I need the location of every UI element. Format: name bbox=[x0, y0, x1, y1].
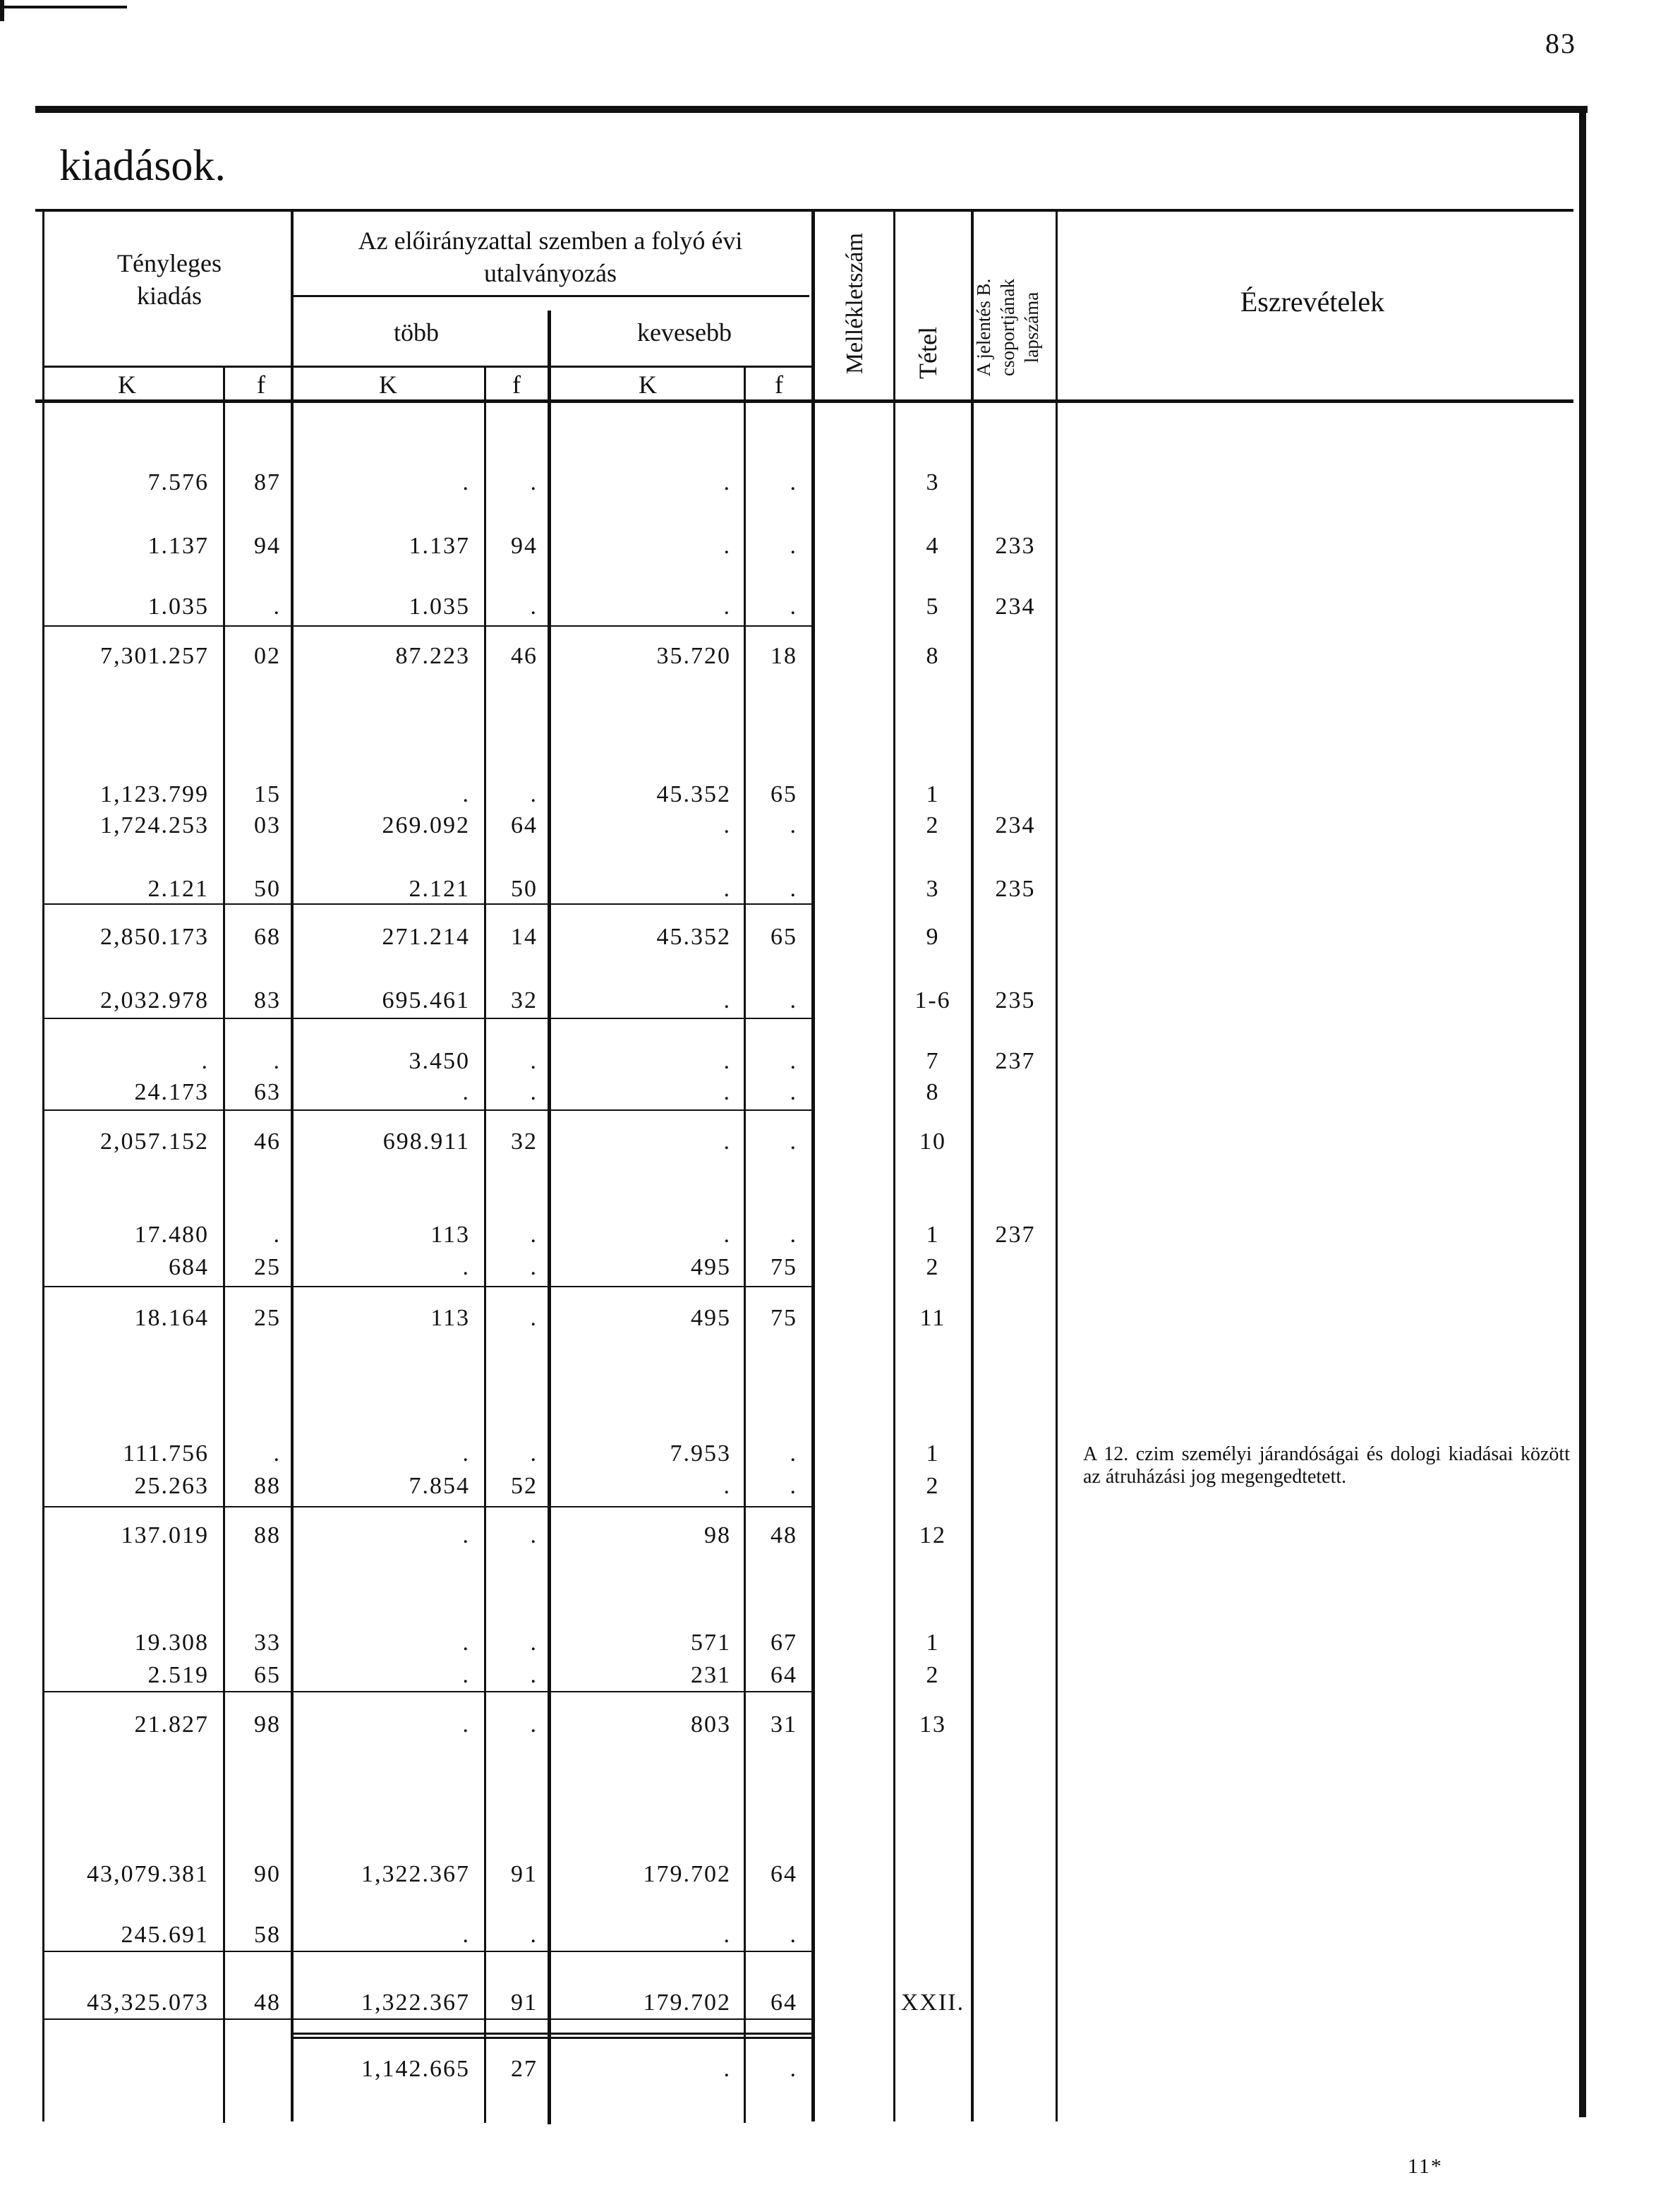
cell-lapszam: 237 bbox=[995, 1048, 1036, 1074]
cell-tobb-K: 1,322.367 bbox=[361, 1990, 470, 2016]
cell-kevesebb-K: . bbox=[723, 533, 731, 559]
cell-teny-K: 2,850.173 bbox=[100, 924, 209, 950]
cell-tobb-K: 113 bbox=[430, 1305, 470, 1331]
cell-tetel: 12 bbox=[919, 1522, 946, 1548]
cell-kevesebb-f: . bbox=[790, 876, 797, 902]
header-K-2: K bbox=[379, 371, 397, 399]
cell-kevesebb-f: 64 bbox=[770, 1861, 797, 1887]
cell-tobb-f: . bbox=[530, 1440, 538, 1467]
cell-teny-f: 87 bbox=[254, 469, 281, 495]
cell-tobb-f: . bbox=[530, 1305, 538, 1331]
cell-tetel: 4 bbox=[926, 533, 940, 559]
cell-tetel: 7 bbox=[926, 1048, 940, 1074]
cell-tetel: 9 bbox=[926, 924, 940, 950]
cell-tobb-f: . bbox=[530, 1079, 538, 1105]
cell-tobb-K: . bbox=[462, 1662, 470, 1688]
cell-kevesebb-f: 65 bbox=[770, 781, 797, 807]
cell-teny-f: . bbox=[273, 1048, 281, 1074]
cell-kevesebb-f: . bbox=[790, 1922, 797, 1948]
cell-teny-f: 03 bbox=[254, 812, 281, 838]
cell-kevesebb-K: . bbox=[723, 1922, 731, 1948]
cell-teny-f: 46 bbox=[254, 1128, 281, 1155]
cell-tobb-K: 113 bbox=[430, 1222, 470, 1248]
cell-tobb-K: . bbox=[462, 1630, 470, 1656]
cell-teny-K: 1.035 bbox=[147, 594, 209, 620]
cell-teny-f: 88 bbox=[254, 1473, 281, 1499]
cell-teny-K: 2.519 bbox=[147, 1662, 209, 1688]
header-K-3: K bbox=[639, 371, 657, 399]
cell-kevesebb-f: 64 bbox=[770, 1990, 797, 2016]
cell-kevesebb-K: 803 bbox=[691, 1711, 731, 1738]
cell-tetel: 2 bbox=[926, 812, 940, 838]
double-rule bbox=[291, 2033, 813, 2035]
cell-kevesebb-f: . bbox=[790, 533, 797, 559]
cell-teny-K: 25.263 bbox=[134, 1473, 209, 1499]
cell-tobb-f: . bbox=[530, 1048, 538, 1074]
header-f-3: f bbox=[775, 371, 783, 399]
row-separator bbox=[42, 1018, 815, 1019]
row-separator bbox=[42, 1951, 815, 1952]
cell-teny-f: 02 bbox=[254, 643, 281, 669]
cell-tobb-K: 269.092 bbox=[382, 812, 470, 838]
cell-lapszam: 237 bbox=[995, 1222, 1036, 1248]
cell-tobb-f: 91 bbox=[511, 1990, 538, 2016]
cell-tetel: 1 bbox=[926, 781, 940, 807]
cell-tetel: 3 bbox=[926, 876, 940, 902]
cell-kevesebb-f: . bbox=[790, 812, 797, 838]
cell-kevesebb-f: . bbox=[790, 1048, 797, 1074]
cell-teny-f: 25 bbox=[254, 1254, 281, 1280]
cell-tobb-f: . bbox=[530, 594, 538, 620]
page-title: kiadások. bbox=[59, 142, 226, 190]
cell-tobb-K: 1,322.367 bbox=[361, 1861, 470, 1887]
cell-kevesebb-K: . bbox=[723, 1473, 731, 1499]
cell-teny-K: 2,057.152 bbox=[100, 1128, 209, 1155]
cell-teny-K: 137.019 bbox=[121, 1522, 209, 1548]
row-separator bbox=[42, 1691, 815, 1692]
cell-kevesebb-f: . bbox=[790, 1473, 797, 1499]
cell-teny-K: 21.827 bbox=[134, 1711, 209, 1738]
cell-tetel: 1 bbox=[926, 1630, 940, 1656]
cell-tobb-f: . bbox=[530, 1662, 538, 1688]
cell-tobb-f: . bbox=[530, 469, 538, 495]
header-f-1: f bbox=[257, 371, 265, 399]
cell-kevesebb-f: 64 bbox=[770, 1662, 797, 1688]
cell-kevesebb-f: . bbox=[790, 1079, 797, 1105]
cell-kevesebb-K: . bbox=[723, 812, 731, 838]
cell-kevesebb-K: . bbox=[723, 1048, 731, 1074]
cell-tobb-K: . bbox=[462, 1440, 470, 1467]
cell-teny-f: . bbox=[273, 1440, 281, 1467]
cell-lapszam: 235 bbox=[995, 876, 1036, 902]
page-number: 83 bbox=[1545, 28, 1576, 59]
cell-kevesebb-K: 45.352 bbox=[656, 924, 731, 950]
cell-kevesebb-K: 231 bbox=[691, 1662, 731, 1688]
cell-tobb-K: . bbox=[462, 1079, 470, 1105]
cell-kevesebb-f: . bbox=[790, 594, 797, 620]
cell-tetel: 1-6 bbox=[914, 987, 951, 1013]
header-f-2: f bbox=[512, 371, 521, 399]
double-rule bbox=[291, 2037, 813, 2039]
cell-kevesebb-f: . bbox=[790, 987, 797, 1013]
cell-tobb-f: . bbox=[530, 1922, 538, 1948]
cell-tetel: 5 bbox=[926, 594, 940, 620]
header-K-1: K bbox=[118, 371, 136, 399]
cell-tetel: 3 bbox=[926, 469, 940, 495]
cell-teny-f: 58 bbox=[254, 1922, 281, 1948]
cell-kevesebb-K: 179.702 bbox=[643, 1990, 731, 2016]
top-rule bbox=[35, 106, 1588, 113]
cell-tobb-K: . bbox=[462, 1711, 470, 1738]
cell-kevesebb-f: . bbox=[790, 1222, 797, 1248]
cell-lapszam: 233 bbox=[995, 533, 1036, 559]
cell-tetel: XXII. bbox=[900, 1990, 965, 2016]
cell-tobb-f: . bbox=[530, 1522, 538, 1548]
cell-lapszam: 234 bbox=[995, 812, 1036, 838]
header-eloir: Az előirányzattal szemben a folyó évi utalványozás bbox=[358, 227, 743, 287]
cell-teny-f: 15 bbox=[254, 781, 281, 807]
header-tetel: Tétel bbox=[914, 327, 942, 379]
cell-kevesebb-K: . bbox=[723, 1128, 731, 1155]
cell-tobb-f: 27 bbox=[511, 2056, 538, 2082]
cell-teny-K: 1,123.799 bbox=[100, 781, 209, 807]
row-separator bbox=[42, 1286, 815, 1287]
cell-tobb-f: 94 bbox=[511, 533, 538, 559]
row-separator bbox=[42, 903, 815, 905]
remark-note: A 12. czim személyi járandóságai és dologi kiadásai között az átruházási jog megengedtetett. bbox=[1083, 1443, 1570, 1488]
cell-kevesebb-f: 65 bbox=[770, 924, 797, 950]
cell-tobb-K: 1.137 bbox=[409, 533, 470, 559]
cell-teny-K: 7,301.257 bbox=[100, 643, 209, 669]
cell-kevesebb-K: . bbox=[723, 1079, 731, 1105]
corner-mark-h bbox=[0, 6, 127, 8]
cell-kevesebb-K: 98 bbox=[704, 1522, 731, 1548]
cell-teny-f: . bbox=[273, 1222, 281, 1248]
cell-tobb-K: 1,142.665 bbox=[361, 2056, 470, 2082]
cell-teny-K: 245.691 bbox=[121, 1922, 209, 1948]
row-separator bbox=[42, 1109, 815, 1111]
cell-teny-K: 7.576 bbox=[147, 469, 209, 495]
cell-teny-f: 94 bbox=[254, 533, 281, 559]
cell-teny-f: 48 bbox=[254, 1990, 281, 2016]
cell-teny-f: 65 bbox=[254, 1662, 281, 1688]
cell-tobb-K: . bbox=[462, 1254, 470, 1280]
cell-teny-f: 25 bbox=[254, 1305, 281, 1331]
cell-kevesebb-f: 75 bbox=[770, 1305, 797, 1331]
cell-teny-K: 24.173 bbox=[134, 1079, 209, 1105]
cell-tobb-f: 32 bbox=[511, 987, 538, 1013]
cell-teny-f: 68 bbox=[254, 924, 281, 950]
cell-tobb-K: 698.911 bbox=[382, 1128, 470, 1155]
cell-kevesebb-f: . bbox=[790, 2056, 797, 2082]
footer-mark: 11* bbox=[1408, 2155, 1443, 2178]
cell-kevesebb-f: 48 bbox=[770, 1522, 797, 1548]
cell-kevesebb-K: . bbox=[723, 1222, 731, 1248]
cell-teny-K: 2.121 bbox=[147, 876, 209, 902]
cell-lapszam: 234 bbox=[995, 594, 1036, 620]
cell-tobb-f: 46 bbox=[511, 643, 538, 669]
cell-teny-K: 2,032.978 bbox=[100, 987, 209, 1013]
header-jelentes: A jelentés B. csoportjának lapszáma bbox=[973, 278, 1042, 377]
cell-teny-f: 98 bbox=[254, 1711, 281, 1738]
cell-tetel: 2 bbox=[926, 1662, 940, 1688]
header-teny: Tényleges kiadás bbox=[117, 249, 222, 310]
cell-tetel: 1 bbox=[926, 1222, 940, 1248]
cell-teny-f: 33 bbox=[254, 1630, 281, 1656]
cell-teny-f: 83 bbox=[254, 987, 281, 1013]
cell-tetel: 10 bbox=[919, 1128, 946, 1155]
cell-tobb-f: 64 bbox=[511, 812, 538, 838]
cell-teny-K: 18.164 bbox=[134, 1305, 209, 1331]
cell-kevesebb-K: 45.352 bbox=[656, 781, 731, 807]
cell-kevesebb-f: 31 bbox=[770, 1711, 797, 1738]
cell-teny-f: 88 bbox=[254, 1522, 281, 1548]
cell-kevesebb-K: 495 bbox=[691, 1305, 731, 1331]
cell-tobb-K: 1.035 bbox=[409, 594, 470, 620]
cell-teny-f: . bbox=[273, 594, 281, 620]
row-separator bbox=[42, 1506, 815, 1507]
cell-kevesebb-f: 75 bbox=[770, 1254, 797, 1280]
cell-teny-K: 19.308 bbox=[134, 1630, 209, 1656]
cell-kevesebb-K: 7.953 bbox=[670, 1440, 731, 1467]
cell-kevesebb-K: 179.702 bbox=[643, 1861, 731, 1887]
header-kevesebb: kevesebb bbox=[637, 318, 732, 347]
cell-tetel: 11 bbox=[919, 1305, 946, 1331]
cell-tobb-f: . bbox=[530, 781, 538, 807]
cell-tobb-f: . bbox=[530, 1630, 538, 1656]
cell-tetel: 2 bbox=[926, 1254, 940, 1280]
cell-tetel: 1 bbox=[926, 1440, 940, 1467]
cell-kevesebb-f: . bbox=[790, 469, 797, 495]
cell-kevesebb-f: 67 bbox=[770, 1630, 797, 1656]
cell-tobb-K: 7.854 bbox=[409, 1473, 470, 1499]
cell-tobb-K: . bbox=[462, 1522, 470, 1548]
cell-tobb-K: . bbox=[462, 1922, 470, 1948]
cell-kevesebb-K: . bbox=[723, 876, 731, 902]
cell-tobb-K: . bbox=[462, 781, 470, 807]
cell-kevesebb-K: . bbox=[723, 594, 731, 620]
cell-teny-K: 17.480 bbox=[134, 1222, 209, 1248]
cell-teny-K: 43,325.073 bbox=[87, 1990, 209, 2016]
cell-kevesebb-K: . bbox=[723, 987, 731, 1013]
cell-teny-K: 1,724.253 bbox=[100, 812, 209, 838]
cell-teny-f: 50 bbox=[254, 876, 281, 902]
row-separator bbox=[42, 625, 815, 627]
cell-kevesebb-K: 35.720 bbox=[656, 643, 731, 669]
header-tobb: több bbox=[393, 318, 439, 347]
cell-lapszam: 235 bbox=[995, 987, 1036, 1013]
cell-kevesebb-K: . bbox=[723, 2056, 731, 2082]
cell-tetel: 2 bbox=[926, 1473, 940, 1499]
cell-tobb-K: 695.461 bbox=[382, 987, 470, 1013]
cell-tobb-f: . bbox=[530, 1222, 538, 1248]
cell-tobb-f: 52 bbox=[511, 1473, 538, 1499]
cell-kevesebb-K: . bbox=[723, 469, 731, 495]
cell-tobb-f: . bbox=[530, 1711, 538, 1738]
cell-teny-K: 684 bbox=[169, 1254, 209, 1280]
cell-tetel: 8 bbox=[926, 643, 940, 669]
cell-teny-K: . bbox=[201, 1048, 209, 1074]
cell-tobb-f: 14 bbox=[511, 924, 538, 950]
cell-teny-K: 43,079.381 bbox=[87, 1861, 209, 1887]
cell-tobb-f: . bbox=[530, 1254, 538, 1280]
header-eszrev: Észrevételek bbox=[1240, 286, 1385, 318]
cell-tobb-K: 3.450 bbox=[409, 1048, 470, 1074]
cell-tobb-f: 50 bbox=[511, 876, 538, 902]
cell-teny-K: 111.756 bbox=[123, 1440, 209, 1467]
cell-tobb-K: . bbox=[462, 469, 470, 495]
cell-kevesebb-f: . bbox=[790, 1128, 797, 1155]
cell-tetel: 13 bbox=[919, 1711, 946, 1738]
cell-tobb-K: 271.214 bbox=[382, 924, 470, 950]
cell-teny-K: 1.137 bbox=[147, 533, 209, 559]
cell-teny-f: 63 bbox=[254, 1079, 281, 1105]
cell-tobb-K: 2.121 bbox=[409, 876, 470, 902]
cell-tetel: 8 bbox=[926, 1079, 940, 1105]
cell-tobb-f: 91 bbox=[511, 1861, 538, 1887]
cell-teny-f: 90 bbox=[254, 1861, 281, 1887]
cell-kevesebb-K: 571 bbox=[691, 1630, 731, 1656]
cell-kevesebb-K: 495 bbox=[691, 1254, 731, 1280]
cell-tobb-f: 32 bbox=[511, 1128, 538, 1155]
header-mellek: Mellékletszám bbox=[842, 232, 868, 375]
cell-kevesebb-f: . bbox=[790, 1440, 797, 1467]
cell-kevesebb-f: 18 bbox=[770, 643, 797, 669]
cell-tobb-K: 87.223 bbox=[395, 643, 470, 669]
row-separator bbox=[42, 2018, 815, 2020]
corner-mark bbox=[0, 0, 4, 21]
